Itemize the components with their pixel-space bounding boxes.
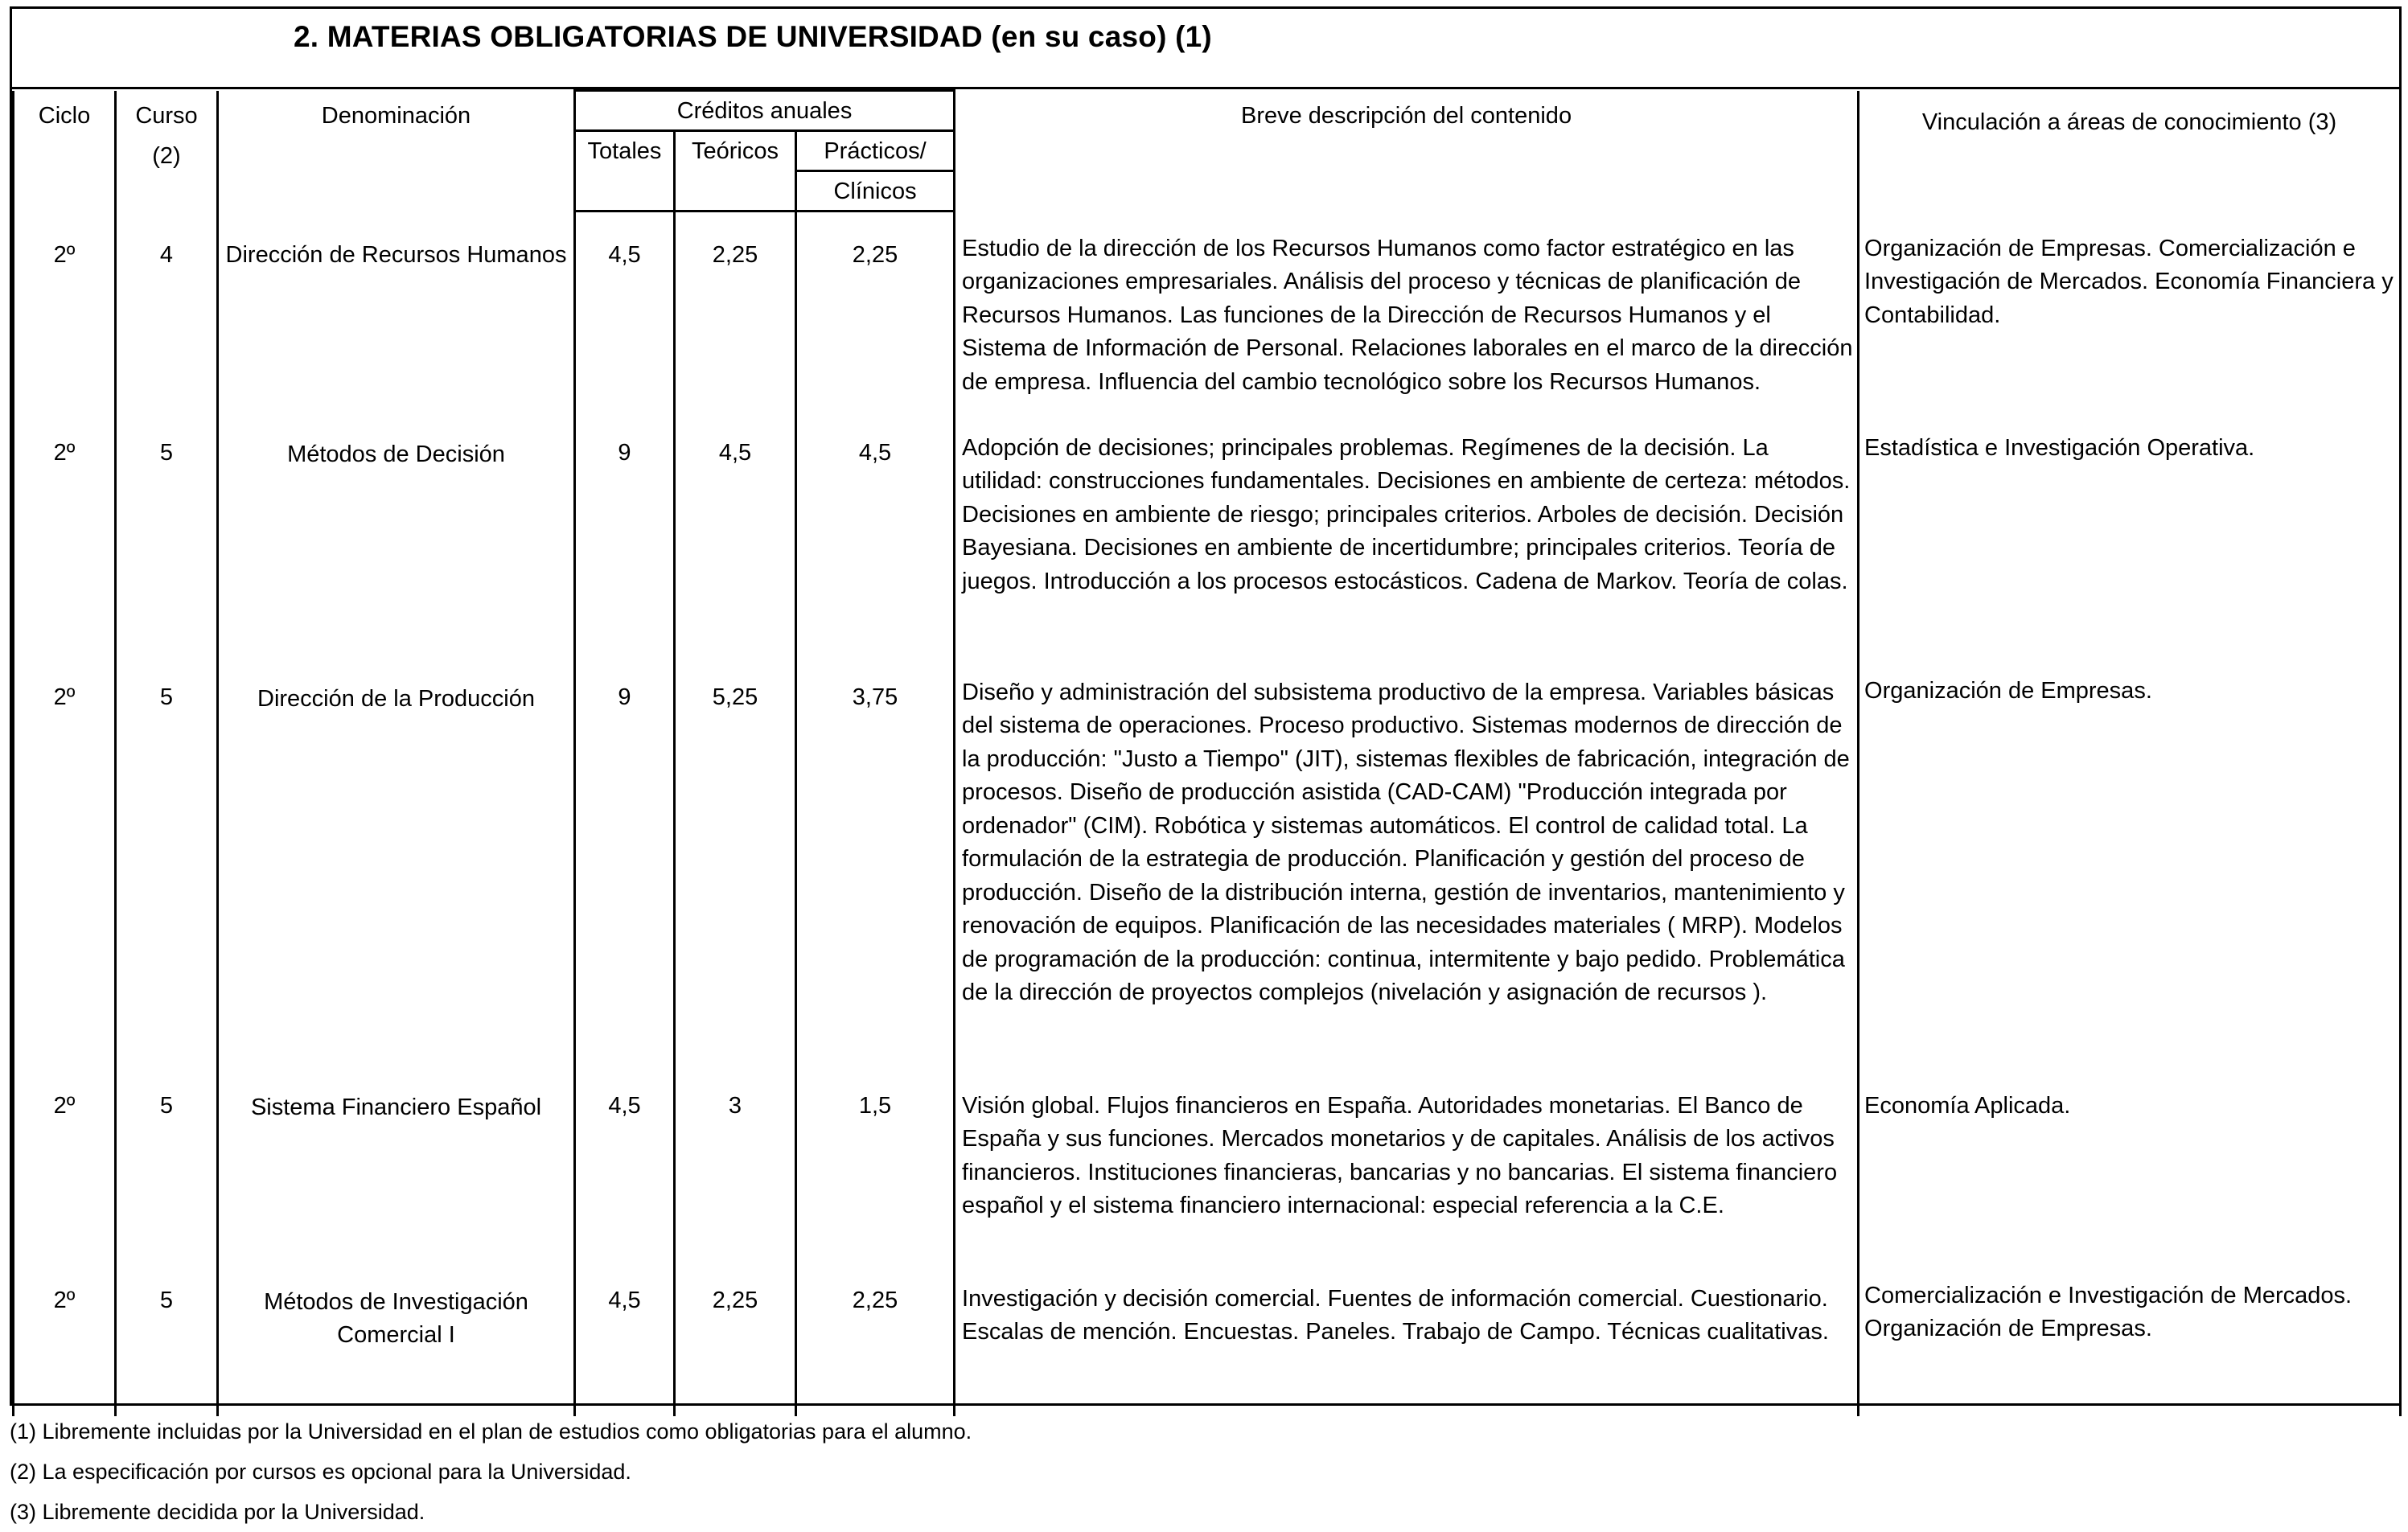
curso-cell: 5 — [116, 673, 218, 1090]
subject-row — [14, 430, 2401, 673]
ciclo-cell: 2º — [14, 1090, 116, 1279]
teoricos-cell: 2,25 — [675, 1279, 796, 1416]
footnotes — [10, 1411, 972, 1532]
curso-cell: 4 — [116, 229, 218, 430]
denominacion-cell: Dirección de Recursos Humanos — [218, 229, 575, 430]
header-practicos: Prácticos/ — [796, 131, 955, 171]
curso-cell: 5 — [116, 1090, 218, 1279]
totales-cell: 9 — [575, 430, 675, 673]
header-descripcion: Breve descripción del contenido — [955, 91, 1859, 212]
vinculacion-cell: Organización de Empresas. — [1859, 673, 2401, 1090]
ciclo-cell: 2º — [14, 1279, 116, 1416]
header-creditos-anuales: Créditos anuales — [575, 91, 955, 131]
totales-cell: 9 — [575, 673, 675, 1090]
totales-cell: 4,5 — [575, 229, 675, 430]
denominacion-cell: Métodos de Investigación Comercial I — [218, 1279, 575, 1416]
teoricos-cell: 5,25 — [675, 673, 796, 1090]
header-teoricos: Teóricos — [675, 131, 796, 212]
subject-row — [14, 1090, 2401, 1279]
totales-cell: 4,5 — [575, 1090, 675, 1279]
descripcion-cell: Adopción de decisiones; principales problemas. Regímenes de la decisión. La utilidad: construcciones fundamentales. Decisiones en ambiente de certeza: métodos. Decisiones en ambiente de riesgo; principales criterios. Arboles de decisión. Decisión Bayesiana. Decisiones en ambiente de incertidumbre; principales criterios. Teoría de juegos. Introducción a los procesos estocásticos. Cadena de Markov. Teoría de colas. — [955, 430, 1859, 673]
page-title: 2. MATERIAS OBLIGATORIAS DE UNIVERSIDAD (en su caso) (1) — [294, 20, 1212, 53]
footnote-3: (3) Libremente decidida por la Universidad. — [10, 1500, 425, 1524]
study-plan-sheet — [10, 6, 2402, 1406]
header-clinicos: Clínicos — [796, 171, 955, 212]
vinculacion-cell: Estadística e Investigación Operativa. — [1859, 430, 2401, 673]
header-denominacion: Denominación — [218, 91, 575, 212]
ciclo-cell: 2º — [14, 430, 116, 673]
header-ciclo: Ciclo — [14, 91, 116, 212]
teoricos-cell: 4,5 — [675, 430, 796, 673]
header-curso — [116, 91, 218, 212]
header-curso-note: (2) — [152, 142, 181, 169]
vinculacion-cell: Comercialización e Investigación de Mercados. Organización de Empresas. — [1859, 1279, 2401, 1416]
table-header — [14, 91, 2401, 212]
footnote-1: (1) Libremente incluidas por la Universidad en el plan de estudios como obligatorias para el alumno. — [10, 1419, 972, 1444]
descripcion-cell: Investigación y decisión comercial. Fuentes de información comercial. Cuestionario. Escalas de mención. Encuestas. Paneles. Trabajo de Campo. Técnicas cualitativas. — [955, 1279, 1859, 1416]
curso-cell: 5 — [116, 1279, 218, 1416]
header-vinculacion: Vinculación a áreas de conocimiento (3) — [1859, 91, 2401, 212]
header-curso-label: Curso — [135, 102, 198, 129]
subject-row — [14, 1279, 2401, 1416]
denominacion-cell: Dirección de la Producción — [218, 673, 575, 1090]
subject-row — [14, 673, 2401, 1090]
curso-cell: 5 — [116, 430, 218, 673]
vinculacion-cell: Organización de Empresas. Comercialización e Investigación de Mercados. Economía Financiera y Contabilidad. — [1859, 229, 2401, 430]
header-totales: Totales — [575, 131, 675, 212]
practicos-cell: 2,25 — [796, 1279, 955, 1416]
totales-cell: 4,5 — [575, 1279, 675, 1416]
denominacion-cell: Sistema Financiero Español — [218, 1090, 575, 1279]
descripcion-cell: Diseño y administración del subsistema productivo de la empresa. Variables básicas del sistema de operaciones. Proceso productivo. Sistemas modernos de dirección de la producción: "Justo a Tiempo" (JIT), sistemas flexibles de fabricación, integración de procesos. Diseño de producción asistida (CAD-CAM) "Producción integrada por ordenador" (CIM). Robótica y sistemas automáticos. El control de calidad total. La formulación de la estrategia de producción. Planificación y gestión del proceso de producción. Diseño de la distribución interna, gestión de inventarios, mantenimiento y renovación de equipos. Planificación de las necesidades materiales ( MRP). Modelos de programación de la producción: continua, intermitente y bajo pedido. Problemática de la dirección de proyectos complejos (nivelación y asignación de recursos ). — [955, 673, 1859, 1090]
practicos-cell: 3,75 — [796, 673, 955, 1090]
title-bar — [12, 9, 2399, 89]
practicos-cell: 4,5 — [796, 430, 955, 673]
descripcion-cell: Estudio de la dirección de los Recursos Humanos como factor estratégico en las organizaciones empresariales. Análisis del proceso y técnicas de planificación de Recursos Humanos. Las funciones de la Dirección de Recursos Humanos y el Sistema de Información de Personal. Relaciones laborales en el marco de la dirección de empresa. Influencia del cambio tecnológico sobre los Recursos Humanos. — [955, 229, 1859, 430]
descripcion-cell: Visión global. Flujos financieros en España. Autoridades monetarias. El Banco de España y sus funciones. Mercados monetarios y de capitales. Análisis de los activos financieros. Instituciones financieras, bancarias y no bancarias. El sistema financiero español y el sistema financiero internacional: especial referencia a la C.E. — [955, 1090, 1859, 1279]
practicos-cell: 2,25 — [796, 229, 955, 430]
teoricos-cell: 3 — [675, 1090, 796, 1279]
practicos-cell: 1,5 — [796, 1090, 955, 1279]
footnote-2: (2) La especificación por cursos es opcional para la Universidad. — [10, 1460, 631, 1484]
vinculacion-cell: Economía Aplicada. — [1859, 1090, 2401, 1279]
ciclo-cell: 2º — [14, 229, 116, 430]
teoricos-cell: 2,25 — [675, 229, 796, 430]
denominacion-cell: Métodos de Decisión — [218, 430, 575, 673]
table-body — [14, 212, 2401, 1416]
subjects-table — [12, 89, 2402, 1416]
subject-row — [14, 229, 2401, 430]
ciclo-cell: 2º — [14, 673, 116, 1090]
